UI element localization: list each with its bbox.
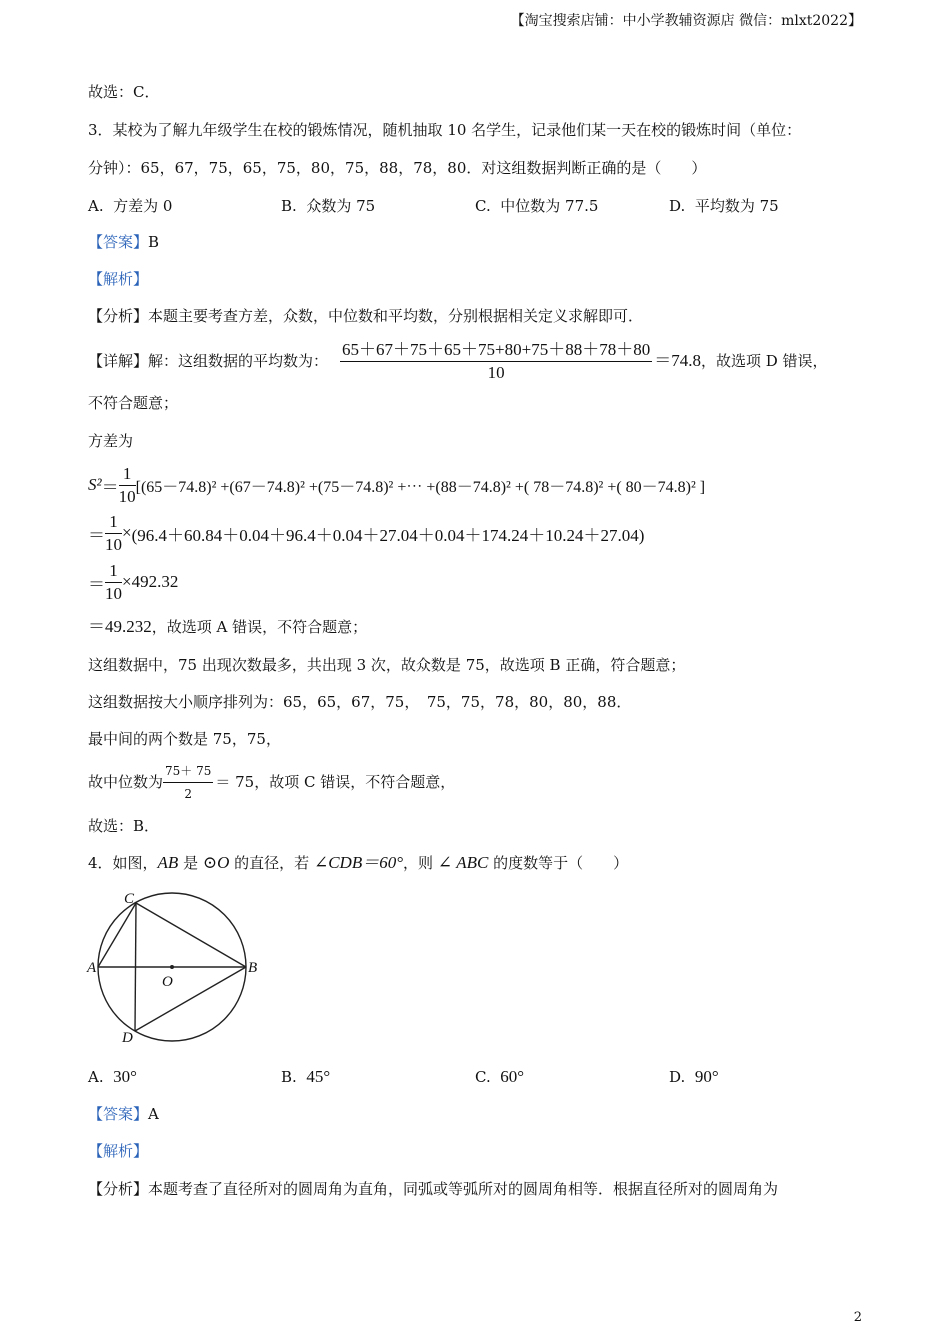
q3-option-b	[281, 195, 375, 216]
option-text: 45°	[306, 1067, 331, 1086]
text: 的直径，若	[229, 854, 314, 872]
option-text: 90°	[694, 1067, 719, 1086]
q3-option-c	[475, 195, 598, 216]
option-text: 方差为 0	[113, 197, 173, 215]
equals-sign: ＝	[88, 574, 105, 594]
median-equals: ＝ 75	[215, 773, 255, 791]
segment-ab: AB	[157, 853, 179, 872]
variance-sum: [(65－74.8)² +(67－74.8)² +(75－74.8)² +⋯ +(88－74.8)² +( 78－74.8)² +( 80－74.8)² ]	[135, 478, 706, 496]
angle-abc: ∠ ABC	[437, 853, 489, 872]
option-text: 中位数为 77.5	[500, 197, 599, 215]
fraction-denominator: 10	[105, 534, 122, 554]
analysis-text: 【分析】本题考查了直径所对的圆周角为直角，同弧或等弧所对的圆周角相等．根据直径所对的圆周角为	[88, 1180, 779, 1198]
page-number: 2	[853, 1310, 862, 1325]
option-letter: B.	[281, 1068, 297, 1086]
q4-option-d	[669, 1067, 719, 1087]
one-tenth-fraction	[105, 561, 122, 604]
text-line: 不符合题意；	[88, 394, 179, 412]
times-sign: ×	[122, 523, 132, 542]
q3-option-a	[88, 195, 172, 216]
variance-result: ＝49.232	[88, 617, 152, 636]
q4-option-b	[281, 1067, 330, 1087]
option-letter: A.	[88, 1068, 104, 1086]
text-line: 最中间的两个数是 75，75，	[88, 730, 281, 748]
text: ，故选项 A 错误，不符合题意；	[151, 618, 368, 636]
analysis-label: 【解析】	[88, 1142, 149, 1160]
one-tenth-fraction	[119, 464, 136, 507]
fraction-denominator: 2	[184, 786, 193, 801]
text-line: 故选：B．	[88, 817, 160, 835]
q3-option-d	[669, 195, 779, 216]
option-text: 平均数为 75	[694, 197, 779, 215]
option-text: 众数为 75	[306, 197, 376, 215]
fraction-numerator: 1	[105, 512, 122, 534]
chord-cd	[135, 903, 136, 1031]
q4-option-c	[475, 1067, 524, 1087]
circle-o: ⊙O	[202, 853, 230, 872]
label-a: A	[87, 960, 97, 976]
equals-sign: ＝	[88, 525, 105, 545]
answer-value: A	[148, 1105, 159, 1123]
variance-result-line	[88, 617, 367, 637]
center-point	[170, 965, 174, 969]
variance-terms: (96.4＋60.84＋0.04＋96.4＋0.04＋27.04＋0.04＋174.24＋10.24＋27.04)	[131, 525, 645, 545]
q4-option-a	[88, 1067, 137, 1087]
text: 故中位数为	[88, 773, 164, 791]
page-header: 【淘宝搜索店铺：中小学教辅资源店 微信：mlxt2022】	[510, 13, 862, 29]
variance-line-3	[88, 559, 178, 605]
chord-db	[135, 967, 246, 1031]
answer-line	[88, 232, 159, 252]
fraction-numerator: 1	[119, 464, 136, 486]
question-3-data: 分钟）：65，67，75，65，75，80，75，88，78，80．对这组数据判断正确的是（ ）	[88, 159, 707, 177]
detail-label: 【详解】解：这组数据的平均数为：	[88, 352, 329, 370]
text-line: 方差为	[88, 432, 134, 450]
answer-label: 【答案】	[88, 1105, 149, 1123]
equals-sign: ＝	[101, 477, 119, 497]
question-4-stem	[88, 853, 628, 873]
option-letter: D.	[669, 1068, 686, 1086]
label-b: B	[248, 960, 258, 976]
option-letter: A.	[88, 197, 104, 215]
option-letter: C.	[475, 1068, 491, 1086]
variance-line-1	[88, 462, 705, 508]
option-text: 30°	[113, 1067, 137, 1086]
mean-numerator: 65＋67＋75＋65＋75+80+75＋88＋78＋80	[340, 340, 652, 362]
text-line: 故选：C．	[88, 83, 160, 101]
text-line: 这组数据中，75 出现次数最多，共出现 3 次，故众数是 75，故选项 B 正确，符合题意；	[88, 656, 686, 674]
detail-text: ，故选项 D 错误，	[700, 352, 828, 370]
text: 的度数等于（ ）	[488, 854, 629, 872]
fraction-numerator: 75＋ 75	[163, 761, 213, 783]
circle-figure	[80, 886, 270, 1046]
chord-ca	[98, 903, 136, 967]
option-text: 60°	[500, 1067, 525, 1086]
option-letter: C.	[475, 197, 491, 215]
variance-sum-value: 492.32	[131, 572, 179, 591]
text-line: 这组数据按大小顺序排列为：65，65，67，75， 75，75，78，80，80，88．	[88, 693, 632, 711]
text: 是	[178, 854, 203, 872]
median-fraction	[163, 761, 213, 804]
detail-mean-line	[88, 336, 828, 386]
mean-fraction	[340, 340, 652, 383]
answer-label: 【答案】	[88, 233, 149, 251]
answer-line	[88, 1104, 159, 1124]
label-c: C	[124, 891, 135, 907]
label-d: D	[122, 1030, 133, 1046]
option-letter: D.	[669, 197, 686, 215]
median-line	[88, 760, 455, 804]
option-letter: B.	[281, 197, 297, 215]
angle-cdb: ∠CDB＝60°	[313, 853, 403, 872]
times-sign: ×	[122, 572, 132, 591]
mean-result: ＝74.8	[654, 351, 701, 370]
text: 4．如图，	[88, 854, 158, 872]
mean-denominator: 10	[487, 362, 505, 382]
fraction-denominator: 10	[118, 486, 136, 506]
analysis-label: 【解析】	[88, 270, 149, 288]
fraction-numerator: 1	[105, 561, 122, 583]
text: ，故项 C 错误，不符合题意，	[254, 773, 456, 791]
text: ，则	[403, 854, 438, 872]
variance-symbol: S²	[88, 475, 102, 494]
label-o: O	[162, 974, 173, 990]
chord-cb	[136, 903, 246, 967]
answer-value: B	[148, 233, 160, 251]
fraction-denominator: 10	[105, 583, 122, 603]
analysis-text: 【分析】本题主要考查方差，众数，中位数和平均数，分别根据相关定义求解即可．	[88, 307, 644, 325]
one-tenth-fraction	[105, 512, 122, 555]
question-3-stem: 3．某校为了解九年级学生在校的锻炼情况，随机抽取 10 名学生，记录他们某一天在校的锻炼时间（单位：	[88, 121, 802, 139]
variance-line-2	[88, 510, 644, 556]
